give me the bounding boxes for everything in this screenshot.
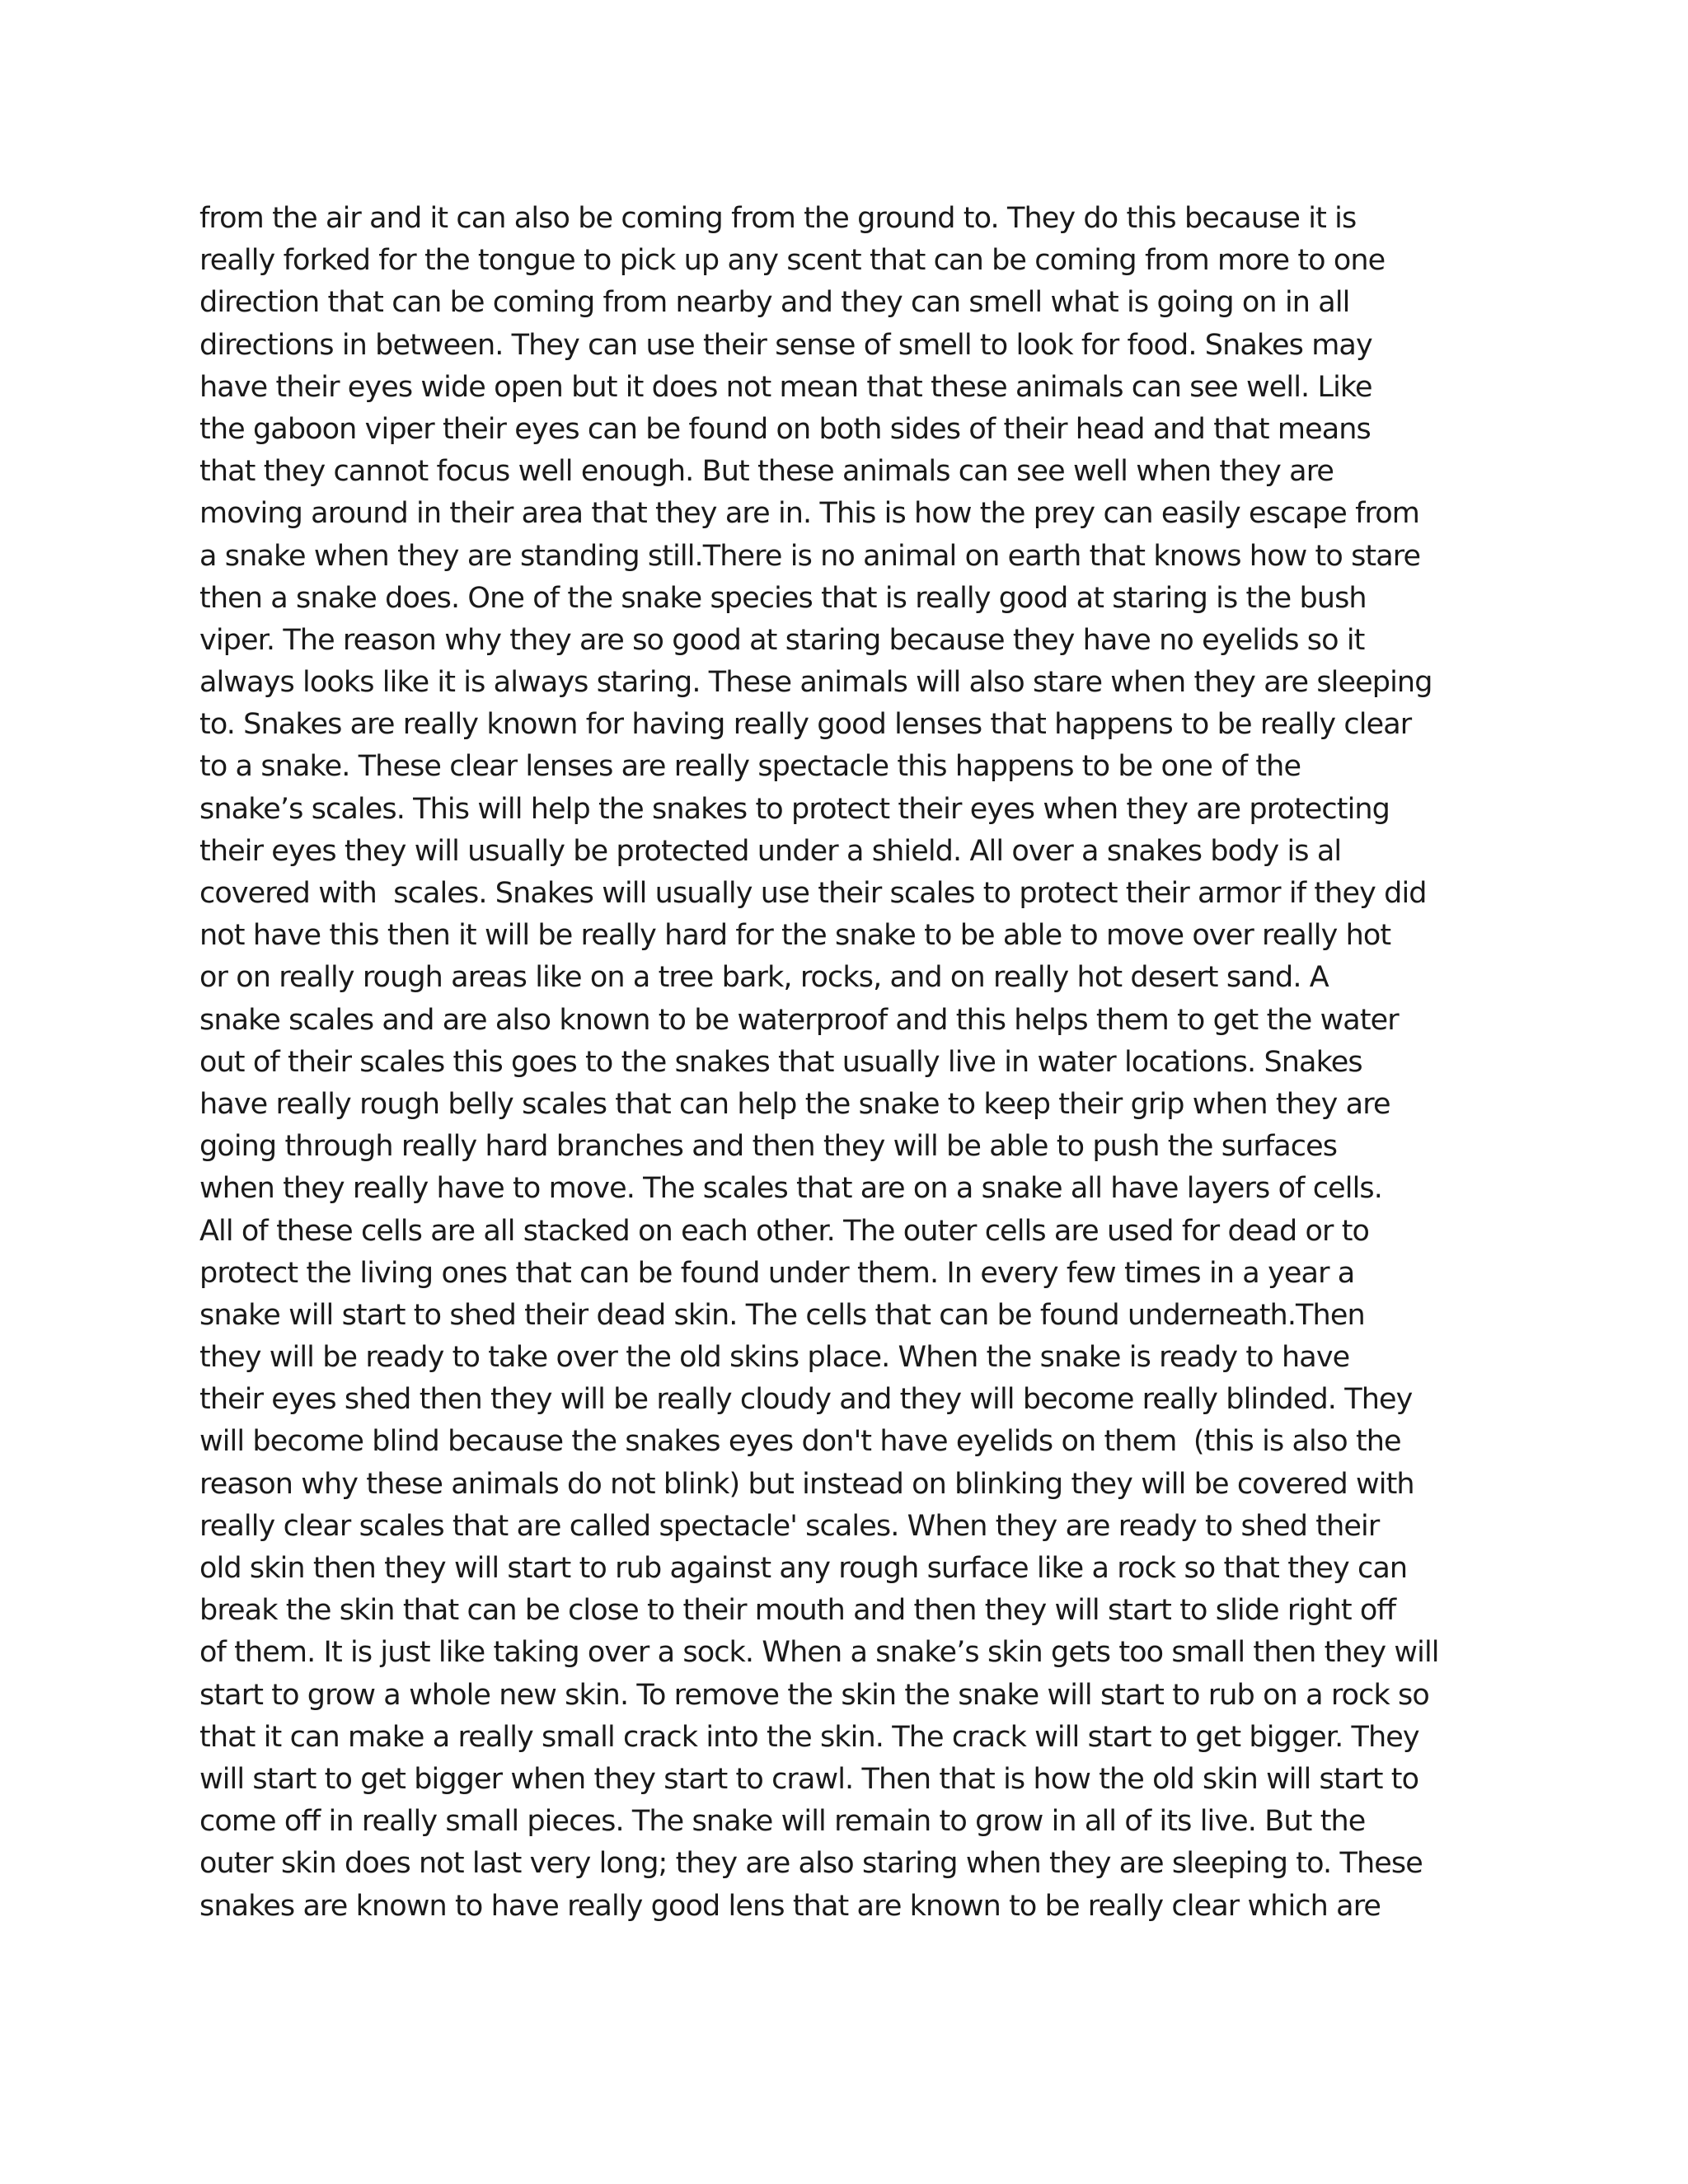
- text-line: All of these cells are all stacked on each other. The outer cells are used for dead or to: [199, 1214, 1370, 1248]
- text-line: they will be ready to take over the old skins place. When the snake is ready to have: [199, 1341, 1350, 1375]
- text-line: direction that can be coming from nearby and they can smell what is going on in all: [199, 286, 1350, 320]
- text-line: protect the living ones that can be found under them. In every few times in a year a: [199, 1256, 1355, 1290]
- text-line: that it can make a really small crack into the skin. The crack will start to get bigger. They: [199, 1720, 1419, 1754]
- text-line: always looks like it is always staring. These animals will also stare when they are sleeping: [199, 666, 1432, 700]
- text-line: or on really rough areas like on a tree bark, rocks, and on really hot desert sand. A: [199, 961, 1329, 995]
- text-line: from the air and it can also be coming from the ground to. They do this because it is: [199, 202, 1357, 235]
- text-line: a snake when they are standing still.There is no animal on earth that knows how to stare: [199, 539, 1421, 573]
- text-line: really forked for the tongue to pick up any scent that can be coming from more to one: [199, 244, 1386, 278]
- text-line: viper. The reason why they are so good at staring because they have no eyelids so it: [199, 623, 1365, 657]
- text-line: moving around in their area that they are in. This is how the prey can easily escape from: [199, 497, 1419, 531]
- text-line: will become blind because the snakes eyes don't have eyelids on them (this is also the: [199, 1425, 1401, 1459]
- text-line: snake’s scales. This will help the snakes to protect their eyes when they are protecting: [199, 792, 1390, 826]
- text-line: really clear scales that are called spectacle' scales. When they are ready to shed their: [199, 1509, 1380, 1543]
- text-line: out of their scales this goes to the snakes that usually live in water locations. Snakes: [199, 1045, 1362, 1079]
- text-line: to. Snakes are really known for having really good lenses that happens to be really clear: [199, 708, 1412, 742]
- text-line: that they cannot focus well enough. But these animals can see well when they are: [199, 455, 1334, 489]
- text-line: come off in really small pieces. The snake will remain to grow in all of its live. But the: [199, 1805, 1366, 1839]
- body-text: [199, 198, 1518, 1928]
- text-line: snake scales and are also known to be waterproof and this helps them to get the water: [199, 1003, 1399, 1037]
- text-line: reason why these animals do not blink) but instead on blinking they will be covered with: [199, 1467, 1414, 1501]
- text-line: outer skin does not last very long; they are also staring when they are sleeping to. These: [199, 1847, 1423, 1881]
- text-line: to a snake. These clear lenses are really spectacle this happens to be one of the: [199, 750, 1301, 784]
- text-line: covered with scales. Snakes will usually use their scales to protect their armor if they did: [199, 877, 1427, 910]
- text-line: snake will start to shed their dead skin. The cells that can be found underneath.Then: [199, 1298, 1365, 1332]
- text-line: will start to get bigger when they start to crawl. Then that is how the old skin will start to: [199, 1762, 1419, 1796]
- text-line: then a snake does. One of the snake species that is really good at staring is the bush: [199, 581, 1367, 615]
- text-line: their eyes shed then they will be really cloudy and they will become really blinded. They: [199, 1383, 1413, 1417]
- text-line: break the skin that can be close to their mouth and then they will start to slide right off: [199, 1594, 1396, 1628]
- text-line: when they really have to move. The scales that are on a snake all have layers of cells.: [199, 1172, 1382, 1206]
- text-line: start to grow a whole new skin. To remove the skin the snake will start to rub on a rock so: [199, 1678, 1429, 1712]
- text-line: directions in between. They can use their sense of smell to look for food. Snakes may: [199, 328, 1372, 362]
- text-line: snakes are known to have really good lens that are known to be really clear which are: [199, 1889, 1381, 1923]
- text-line: the gaboon viper their eyes can be found on both sides of their head and that means: [199, 412, 1371, 446]
- text-line: of them. It is just like taking over a sock. When a snake’s skin gets too small then they will: [199, 1636, 1439, 1670]
- text-line: their eyes they will usually be protected under a shield. All over a snakes body is al: [199, 834, 1342, 868]
- text-line: have their eyes wide open but it does not mean that these animals can see well. Like: [199, 370, 1372, 404]
- text-line: going through really hard branches and then they will be able to push the surfaces: [199, 1130, 1338, 1164]
- text-line: old skin then they will start to rub against any rough surface like a rock so that they can: [199, 1552, 1408, 1585]
- text-line: not have this then it will be really hard for the snake to be able to move over really hot: [199, 919, 1391, 953]
- text-line: have really rough belly scales that can help the snake to keep their grip when they are: [199, 1087, 1390, 1121]
